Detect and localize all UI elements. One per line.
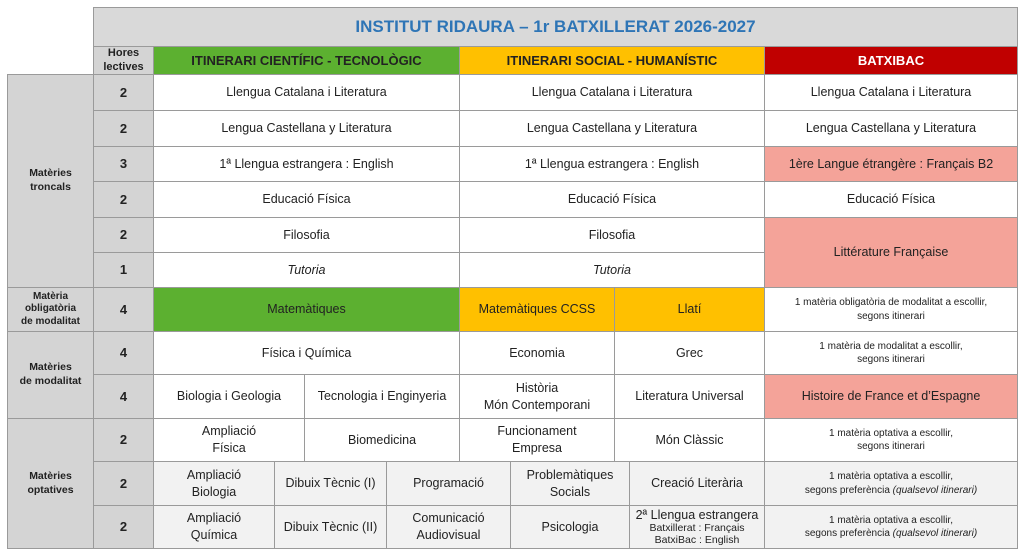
subject-cell: Lengua Castellana y Literatura	[153, 110, 460, 147]
category-troncals	[7, 74, 94, 288]
hours-header-line-1: Hores	[107, 47, 140, 60]
hours-cell: 1	[93, 252, 154, 288]
subject-cell: Llengua Catalana i Literatura	[459, 74, 765, 111]
batxibac-note-line-1: 1 matèria optativa a escollir,	[829, 514, 953, 526]
subject-line-1: Ampliació	[201, 424, 257, 439]
hours-cell: 2	[93, 217, 154, 253]
hours-cell: 2	[93, 505, 154, 549]
batxibac-note-line-1: 1 matèria optativa a escollir,	[829, 427, 953, 439]
hours-header-line-2: lectives	[103, 60, 144, 73]
subject-cell: Tecnologia i Enginyeria	[304, 374, 460, 419]
batxibac-note	[764, 287, 1018, 332]
category-troncals-line-1: Matèries	[29, 167, 72, 180]
hours-cell: 2	[93, 461, 154, 506]
batxibac-note-line-2: segons itinerari	[857, 310, 925, 322]
subject-cell: Lengua Castellana y Literatura	[764, 110, 1018, 147]
subject-line-2: Biologia	[191, 484, 237, 499]
subject-cell: 1ª Llengua estrangera : English	[153, 146, 460, 182]
page-title: INSTITUT RIDAURA – 1r BATXILLERAT 2026-2027	[93, 7, 1018, 47]
hours-cell: 4	[93, 287, 154, 332]
category-modalitat-line-1: Matèries	[29, 361, 72, 374]
subject-cell: Matemàtiques CCSS	[459, 287, 615, 332]
subject-line-2: Física	[212, 441, 246, 455]
subject-cell	[459, 374, 615, 419]
subject-cell-highlight: Littérature Française	[764, 217, 1018, 288]
batxibac-note-text: segons preferència	[804, 484, 890, 496]
category-obligatoria-line-2: obligatòria	[24, 303, 77, 315]
subject-line-2: Empresa	[511, 441, 563, 455]
subject-cell	[459, 418, 615, 462]
subject-cell	[153, 461, 275, 506]
subject-cell: Biomedicina	[304, 418, 460, 462]
category-obligatoria-line-1: Matèria	[32, 290, 68, 302]
subject-cell	[153, 418, 305, 462]
category-modalitat-line-2: de modalitat	[19, 375, 82, 387]
subject-line-2: Química	[190, 528, 238, 542]
batxibac-note-line-1: 1 matèria obligatòria de modalitat a escollir,	[794, 297, 988, 308]
subject-cell: Biologia i Geologia	[153, 374, 305, 419]
subject-cell	[386, 505, 511, 549]
subject-cell: Economia	[459, 331, 615, 375]
subject-cell: Psicologia	[510, 505, 630, 549]
subject-line-1: Problemàtiques	[526, 467, 614, 482]
batxibac-note	[764, 505, 1018, 549]
hours-cell: 2	[93, 110, 154, 147]
batxibac-note-italic: (qualsevol itinerari)	[892, 528, 978, 539]
subject-cell-highlight: 1ère Langue étrangère : Français B2	[764, 146, 1018, 182]
category-obligatoria	[7, 287, 94, 332]
subject-cell: 1ª Llengua estrangera : English	[459, 146, 765, 182]
subject-cell: Llengua Catalana i Literatura	[764, 74, 1018, 111]
hours-header	[93, 46, 154, 75]
subject-line-2: Socials	[549, 484, 591, 499]
subject-cell: Tutoria	[153, 252, 460, 288]
subject-cell: Lengua Castellana y Literatura	[459, 110, 765, 147]
subject-cell: Llengua Catalana i Literatura	[153, 74, 460, 111]
subject-cell	[510, 461, 630, 506]
header-itinerari-social: ITINERARI SOCIAL - HUMANÍSTIC	[459, 46, 765, 75]
category-obligatoria-line-3: de modalitat	[21, 315, 80, 327]
batxibac-note-line-1: 1 matèria de modalitat a escollir,	[819, 340, 963, 352]
subject-cell: Tutoria	[459, 252, 765, 288]
subject-cell: Grec	[614, 331, 765, 375]
hours-cell: 2	[93, 181, 154, 218]
subject-cell	[629, 505, 765, 549]
subject-cell: Filosofia	[459, 217, 765, 253]
subject-sub-line-1: Batxillerat : Français	[649, 522, 745, 535]
category-troncals-line-2: troncals	[30, 181, 71, 193]
subject-cell: Filosofia	[153, 217, 460, 253]
subject-cell: Física i Química	[153, 331, 460, 375]
batxibac-note-line-2: segons itinerari	[857, 441, 925, 452]
header-itinerari-cientific: ITINERARI CIENTÍFIC - TECNOLÒGIC	[153, 46, 460, 75]
batxibac-note	[764, 418, 1018, 462]
subject-line-2: Món Contemporani	[483, 397, 591, 412]
category-optatives-line-1: Matèries	[29, 469, 72, 482]
subject-sub-line-2: BatxiBac : English	[654, 534, 740, 547]
hours-cell: 4	[93, 331, 154, 375]
batxibac-note-line-2	[805, 527, 977, 541]
subject-line-1: Funcionament	[497, 424, 577, 439]
batxibac-note	[764, 331, 1018, 375]
category-modalitat	[7, 331, 94, 419]
subject-cell: Educació Física	[764, 181, 1018, 218]
subject-cell: Món Clàssic	[614, 418, 765, 462]
subject-cell: Literatura Universal	[614, 374, 765, 419]
subject-cell: Matemàtiques	[153, 287, 460, 332]
subject-line-1: Ampliació	[186, 467, 242, 482]
batxibac-note-line-2	[805, 484, 977, 498]
hours-cell: 3	[93, 146, 154, 182]
batxibac-note	[764, 461, 1018, 506]
subject-line-1: Ampliació	[186, 511, 242, 526]
subject-cell-highlight: Histoire de France et d’Espagne	[764, 374, 1018, 419]
batxibac-note-line-1: 1 matèria optativa a escollir,	[829, 471, 953, 482]
subject-line-1: Història	[515, 380, 559, 395]
category-optatives	[7, 418, 94, 549]
header-batxibac: BATXIBAC	[764, 46, 1018, 75]
batxibac-note-italic: (qualsevol itinerari)	[892, 484, 978, 496]
subject-cell: Educació Física	[153, 181, 460, 218]
subject-cell: Dibuix Tècnic (I)	[274, 461, 387, 506]
category-optatives-line-2: optatives	[27, 483, 74, 496]
subject-cell: Educació Física	[459, 181, 765, 218]
hours-cell: 4	[93, 374, 154, 419]
subject-line-1: Comunicació	[412, 511, 485, 526]
subject-cell: Programació	[386, 461, 511, 506]
subject-cell: Dibuix Tècnic (II)	[274, 505, 387, 549]
hours-cell: 2	[93, 74, 154, 111]
batxibac-note-line-2: segons itinerari	[857, 354, 925, 365]
subject-line-1: 2ª Llengua estrangera	[635, 507, 759, 522]
batxibac-note-text: segons preferència	[804, 528, 890, 539]
subject-cell: Llatí	[614, 287, 765, 332]
subject-cell: Creació Literària	[629, 461, 765, 506]
subject-cell	[153, 505, 275, 549]
subject-line-2: Audiovisual	[416, 528, 481, 542]
hours-cell: 2	[93, 418, 154, 462]
